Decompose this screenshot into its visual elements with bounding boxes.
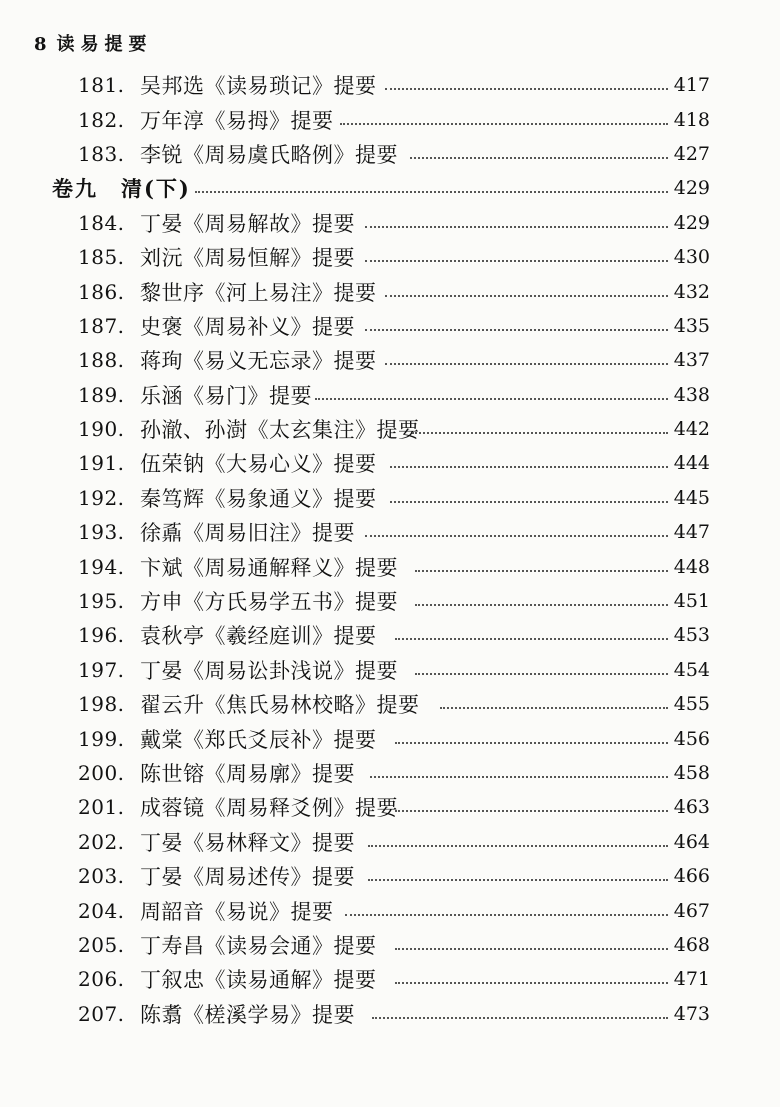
entry-page-number: 444	[673, 452, 710, 475]
entry-title: 丁晏《易林释文》提要	[140, 830, 355, 855]
entry-number: 203.	[78, 864, 125, 889]
dot-leader	[365, 329, 668, 331]
entry-page-number: 432	[673, 280, 710, 303]
entry-title: 丁晏《周易述传》提要	[140, 865, 355, 890]
table-of-contents	[0, 68, 780, 1031]
dot-leader	[370, 776, 668, 778]
entry-page-number: 427	[673, 142, 710, 165]
entry-title: 丁晏《周易解故》提要	[140, 211, 355, 236]
entry-title: 卞斌《周易通解释义》提要	[140, 555, 398, 580]
entry-title: 丁晏《周易讼卦浅说》提要	[140, 658, 398, 683]
entry-number: 190.	[78, 417, 125, 442]
entry-page-number: 463	[673, 796, 710, 819]
toc-entry	[0, 756, 780, 790]
entry-page-number: 442	[673, 418, 710, 441]
entry-page-number: 458	[673, 762, 710, 784]
entry-title: 吴邦选《读易琐记》提要	[140, 74, 377, 99]
dot-leader	[368, 879, 668, 881]
entry-title: 戴棠《郑氏爻辰补》提要	[140, 727, 377, 752]
entry-page-number: 451	[673, 590, 710, 613]
entry-title: 方申《方氏易学五书》提要	[140, 590, 398, 615]
dot-leader	[368, 845, 668, 847]
entry-title: 陈世镕《周易廓》提要	[140, 762, 355, 786]
entry-page-number: 437	[673, 349, 710, 372]
toc-entry	[0, 825, 780, 859]
entry-number: 207.	[78, 1001, 125, 1026]
dot-leader	[395, 810, 668, 812]
entry-title: 徐鼒《周易旧注》提要	[140, 521, 355, 546]
toc-entry	[0, 721, 780, 755]
dot-leader	[412, 432, 668, 434]
entry-number: 188.	[78, 348, 125, 373]
entry-number: 196.	[78, 623, 125, 648]
entry-number: 183.	[78, 141, 125, 166]
entry-number: 197.	[78, 657, 125, 682]
entry-page-number: 456	[673, 727, 710, 750]
dot-leader	[395, 638, 668, 640]
entry-number: 189.	[78, 382, 125, 407]
toc-entry	[0, 790, 780, 824]
header-page-number: 8	[34, 34, 47, 55]
dot-leader	[372, 1017, 668, 1019]
entry-page-number: 447	[673, 521, 710, 544]
dot-leader	[195, 191, 668, 193]
entry-number: 195.	[78, 589, 125, 614]
entry-title: 陈翥《槎溪学易》提要	[140, 1002, 355, 1027]
dot-leader	[385, 88, 668, 90]
entry-number: 186.	[78, 279, 125, 304]
toc-entry	[0, 687, 780, 721]
entry-title: 刘沅《周易恒解》提要	[140, 246, 355, 271]
dot-leader	[415, 570, 668, 572]
dot-leader	[385, 363, 668, 365]
dot-leader	[390, 466, 668, 468]
dot-leader	[340, 123, 668, 125]
entry-page-number: 429	[673, 177, 710, 200]
entry-page-number: 448	[673, 555, 710, 578]
entry-number: 202.	[78, 829, 125, 854]
toc-entry	[0, 240, 780, 274]
dot-leader	[385, 295, 668, 297]
entry-page-number: 454	[673, 658, 710, 681]
toc-entry	[0, 446, 780, 480]
entry-number: 187.	[78, 313, 125, 338]
entry-title: 秦笃辉《易象通义》提要	[140, 486, 377, 511]
toc-entry	[0, 412, 780, 446]
entry-title: 伍荣钠《大易心义》提要	[140, 452, 377, 477]
toc-entry	[0, 584, 780, 618]
entry-number: 200.	[78, 761, 125, 785]
toc-entry	[0, 962, 780, 996]
toc-entry	[0, 997, 780, 1031]
entry-page-number: 467	[673, 899, 710, 922]
dot-leader	[365, 260, 668, 262]
toc-entry	[0, 893, 780, 927]
entry-title: 李锐《周易虞氏略例》提要	[140, 142, 398, 167]
entry-number: 206.	[78, 967, 125, 992]
dot-leader	[395, 982, 668, 984]
entry-title: 万年淳《易拇》提要	[140, 108, 334, 133]
toc-entry	[0, 137, 780, 171]
entry-page-number: 417	[673, 74, 710, 97]
entry-number: 194.	[78, 554, 125, 579]
entry-page-number: 445	[673, 486, 710, 509]
section-title: 卷九 清(下)	[52, 176, 191, 202]
entry-title: 乐涵《易门》提要	[140, 383, 312, 408]
dot-leader	[315, 398, 668, 400]
toc-entry	[0, 618, 780, 652]
dot-leader	[415, 604, 668, 606]
dot-leader	[395, 948, 668, 950]
entry-number: 205.	[78, 932, 125, 957]
entry-number: 181.	[78, 73, 125, 98]
toc-entry	[0, 343, 780, 377]
entry-title: 史褒《周易补义》提要	[140, 314, 355, 339]
entry-page-number: 430	[673, 246, 710, 269]
entry-page-number: 429	[673, 211, 710, 234]
dot-leader	[365, 535, 668, 537]
entry-title: 袁秋亭《羲经庭训》提要	[140, 624, 377, 649]
entry-page-number: 438	[673, 383, 710, 406]
entry-number: 199.	[78, 726, 125, 751]
toc-entry	[0, 274, 780, 308]
entry-page-number: 468	[673, 933, 710, 956]
entry-number: 193.	[78, 520, 125, 545]
dot-leader	[440, 707, 668, 709]
entry-title: 丁叙忠《读易通解》提要	[140, 968, 377, 993]
entry-number: 201.	[78, 795, 125, 820]
entry-number: 185.	[78, 245, 125, 270]
toc-entry	[0, 859, 780, 893]
toc-entry	[0, 206, 780, 240]
toc-entry	[0, 378, 780, 412]
toc-entry	[0, 515, 780, 549]
running-header	[34, 30, 153, 56]
entry-page-number: 471	[673, 968, 710, 991]
toc-entry	[0, 309, 780, 343]
dot-leader	[390, 501, 668, 503]
toc-entry	[0, 549, 780, 583]
toc-entry	[0, 653, 780, 687]
entry-page-number: 418	[673, 108, 710, 131]
header-book-title: 读易提要	[56, 34, 153, 55]
entry-title: 孙澈、孙澍《太玄集注》提要	[140, 418, 420, 443]
dot-leader	[395, 742, 668, 744]
entry-title: 周韶音《易说》提要	[140, 899, 334, 924]
dot-leader	[345, 914, 668, 916]
entry-page-number: 455	[673, 693, 710, 716]
toc-entry	[0, 102, 780, 136]
entry-page-number: 473	[673, 1002, 710, 1025]
entry-title: 黎世序《河上易注》提要	[140, 280, 377, 305]
entry-number: 191.	[78, 451, 125, 476]
entry-number: 184.	[78, 210, 125, 235]
entry-number: 204.	[78, 898, 125, 923]
dot-leader	[415, 673, 668, 675]
entry-number: 192.	[78, 485, 125, 510]
entry-title: 翟云升《焦氏易林校略》提要	[140, 693, 420, 718]
dot-leader	[365, 226, 668, 228]
dot-leader	[410, 157, 668, 159]
toc-entry	[0, 928, 780, 962]
entry-title: 丁寿昌《读易会通》提要	[140, 933, 377, 958]
entry-number: 182.	[78, 107, 125, 132]
entry-page-number: 466	[673, 865, 710, 888]
entry-page-number: 453	[673, 624, 710, 647]
entry-title: 蒋珣《易义无忘录》提要	[140, 349, 377, 374]
entry-page-number: 464	[673, 830, 710, 853]
toc-entry	[0, 481, 780, 515]
section-heading	[0, 171, 780, 205]
toc-entry	[0, 68, 780, 102]
entry-page-number: 435	[673, 314, 710, 337]
entry-number: 198.	[78, 692, 125, 717]
entry-title: 成蓉镜《周易释爻例》提要	[140, 796, 398, 821]
